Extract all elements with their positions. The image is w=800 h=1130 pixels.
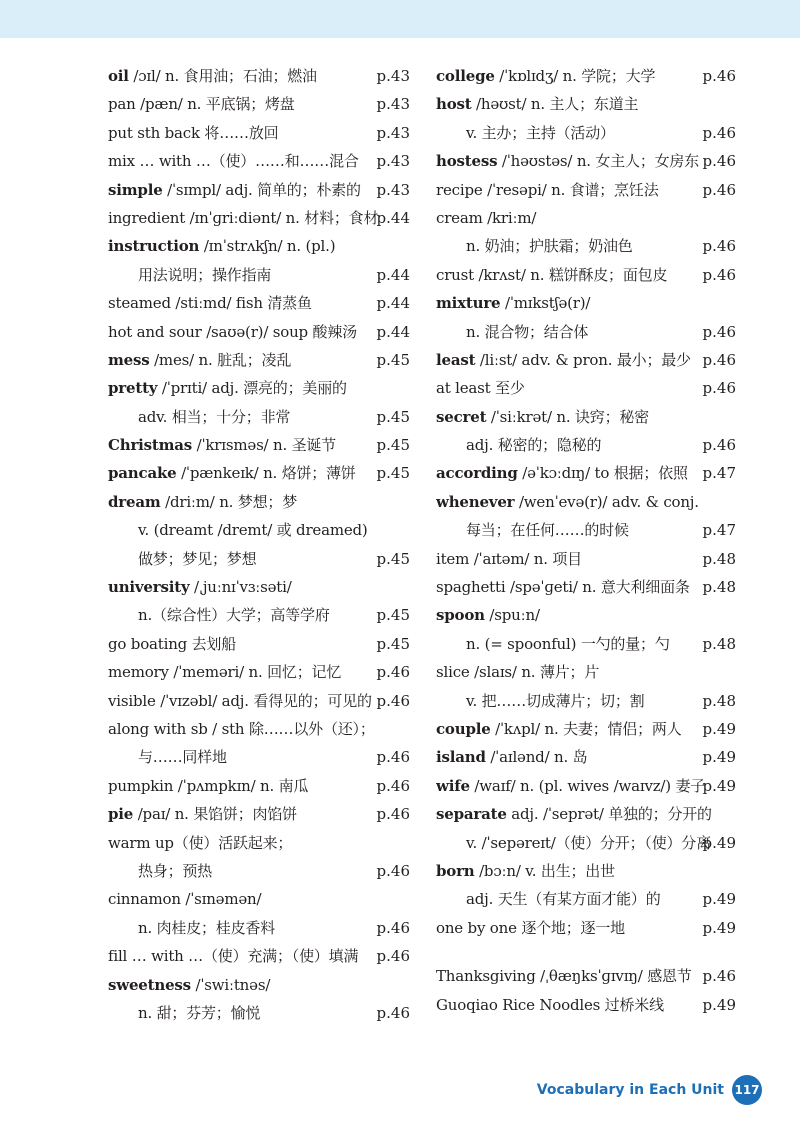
page-reference: p.49 [702,833,736,852]
headword: dream [108,492,161,511]
entry-text [108,459,410,487]
vocab-entry [436,488,736,516]
entry-text [108,346,410,374]
headword: mixture [436,294,501,313]
vocab-entry [436,857,736,885]
vocab-entry [108,772,410,800]
headword: mess [108,350,150,369]
vocab-entry [436,176,736,204]
vocab-entry [436,261,736,289]
page-reference: p.47 [702,464,736,483]
entry-text [436,829,736,857]
vocab-entry [108,232,410,260]
page-reference: p.46 [702,322,736,341]
page-reference: p.48 [702,634,736,653]
headword: spoon [436,606,485,625]
entry-definition: v. /ˈsepəreɪt/（使）分开；（使）分离 [466,833,711,852]
vocab-entry [436,601,736,629]
entry-text [108,431,410,459]
vocab-entry [108,743,410,771]
page-reference: p.49 [702,776,736,795]
vocab-entry [108,999,410,1027]
headword: sweetness [108,975,191,994]
entry-text [108,914,410,942]
entry-text [108,687,410,715]
entry-definition: n. 肉桂皮；桂皮香料 [138,918,275,937]
page-reference: p.46 [376,805,410,824]
entry-definition: /ˈprɪti/ adj. 漂亮的；美丽的 [157,379,347,398]
vocab-entry [108,914,410,942]
entry-text [108,176,410,204]
entry-definition: /spuːn/ [484,606,540,625]
page-reference: p.46 [702,237,736,256]
headword: separate [436,805,507,824]
entry-definition: /ˈkʌpl/ n. 夫妻；情侣；两人 [490,719,682,738]
headword: hostess [436,152,498,171]
vocab-entry [108,488,410,516]
entry-text [436,743,736,771]
headword: island [436,748,486,767]
entry-text [436,62,736,90]
page-reference: p.46 [702,967,736,986]
vocab-entry [436,90,736,118]
entry-text [436,630,736,658]
entry-text [436,232,736,260]
page-reference: p.46 [702,379,736,398]
page-reference: p.46 [376,861,410,880]
vocab-entry [436,374,736,402]
entry-definition: Guoqiao Rice Noodles 过桥米线 [436,995,664,1014]
vocab-entry [436,289,736,317]
entry-definition: /paɪ/ n. 果馅饼；肉馅饼 [133,805,297,824]
headword: university [108,578,190,597]
page-reference: p.44 [376,322,410,341]
page-reference: p.46 [702,152,736,171]
entry-text [108,885,410,913]
vocab-entry [436,743,736,771]
entry-text [436,403,736,431]
entry-definition: n. (= spoonful) 一勺的量；勺 [466,634,670,653]
entry-definition: memory /ˈmeməri/ n. 回忆；记忆 [108,663,342,682]
vocab-entry [108,346,410,374]
entry-definition: 做梦；梦见；梦想 [138,549,257,568]
entry-definition: visible /ˈvɪzəbl/ adj. 看得见的；可见的 [108,691,372,710]
headword: secret [436,407,487,426]
page-reference: p.46 [702,123,736,142]
page-reference: p.46 [702,180,736,199]
page-reference: p.45 [376,634,410,653]
vocab-entry [436,232,736,260]
headword: pie [108,805,134,824]
entry-text [436,573,736,601]
entry-text [108,999,410,1027]
entry-text [108,147,410,175]
page-reference: p.46 [702,265,736,284]
entry-definition: /ˈswiːtnəs/ [190,975,271,994]
entry-definition: adj. 天生（有某方面才能）的 [466,890,661,909]
entry-definition: /ˈhəʊstəs/ n. 女主人；女房东 [497,152,700,171]
page-reference: p.46 [376,691,410,710]
vocab-entry [108,800,410,828]
entry-text [436,431,736,459]
page-reference: p.46 [376,748,410,767]
vocab-entry [436,715,736,743]
entry-definition: cream /kriːm/ [436,208,537,227]
entry-definition: Thanksgiving /ˌθæŋksˈɡɪvɪŋ/ 感恩节 [436,967,692,986]
page-reference: p.44 [376,265,410,284]
entry-definition: item /ˈaɪtəm/ n. 项目 [436,549,582,568]
vocab-entry [436,459,736,487]
entry-text [108,829,410,857]
vocab-entry [436,62,736,90]
page-reference: p.43 [376,67,410,85]
entry-definition: one by one 逐个地；逐一地 [436,918,625,937]
vocab-entry [436,516,736,544]
entry-text [436,962,736,990]
vocabulary-column-right [436,62,736,1019]
vocab-entry [436,772,736,800]
headword: wife [436,776,470,795]
page-reference: p.45 [376,350,410,369]
page-reference: p.44 [376,208,410,227]
top-color-band [0,0,800,38]
entry-text [436,658,736,686]
vocab-entry [108,90,410,118]
vocab-entry [436,431,736,459]
page-reference: p.46 [376,918,410,937]
vocab-entry [108,289,410,317]
entry-definition: slice /slaɪs/ n. 薄片；片 [436,663,600,682]
page-reference: p.46 [376,663,410,682]
entry-text [108,800,410,828]
page-reference: p.43 [376,95,410,114]
vocab-entry [108,261,410,289]
entry-text [108,743,410,771]
entry-definition: /həʊst/ n. 主人；东道主 [471,95,639,114]
entry-definition: /waɪf/ n. (pl. wives /waɪvz/) 妻子 [469,776,706,795]
entry-definition: along with sb / sth 除……以外（还）； [108,719,375,738]
vocab-entry [108,374,410,402]
entry-text [108,204,410,232]
entry-definition: warm up（使）活跃起来； [108,833,293,852]
entry-text [436,488,736,516]
entry-definition: pumpkin /ˈpʌmpkɪn/ n. 南瓜 [108,776,309,795]
entry-text [108,573,410,601]
entry-text [436,885,736,913]
headword: oil [108,67,129,85]
page-reference: p.46 [702,67,736,85]
vocab-entry [436,346,736,374]
entry-text [108,857,410,885]
vocabulary-column-left [108,62,410,1027]
entry-definition: /ɔɪl/ n. 食用油；石油；燃油 [128,67,317,85]
entry-definition: n. 甜；芬芳；愉悦 [138,1003,261,1022]
entry-definition: /bɔːn/ v. 出生；出世 [474,861,615,880]
page-reference: p.49 [702,748,736,767]
entry-text [108,971,410,999]
entry-text [108,374,410,402]
entry-text [108,715,410,743]
entry-definition: recipe /ˈresəpi/ n. 食谱；烹饪法 [436,180,659,199]
page-reference: p.45 [376,436,410,455]
entry-definition: /mes/ n. 脏乱；凌乱 [149,350,292,369]
entry-text [108,289,410,317]
page-reference: p.43 [376,123,410,142]
entry-text [108,658,410,686]
page-reference: p.48 [702,549,736,568]
vocab-entry [436,962,736,990]
entry-text [436,374,736,402]
vocab-entry [436,885,736,913]
page-reference: p.43 [376,152,410,171]
entry-definition: /ˈmɪkstʃə(r)/ [500,294,591,313]
vocab-entry [108,545,410,573]
page-reference: p.45 [376,407,410,426]
entry-text [436,176,736,204]
vocab-entry [108,630,410,658]
vocab-entry [108,431,410,459]
headword: instruction [108,237,200,256]
entry-text [436,346,736,374]
entry-definition: /ˈsɪmpl/ adj. 简单的；朴素的 [162,180,361,199]
vocab-entry [108,942,410,970]
entry-definition: /ˈpænkeɪk/ n. 烙饼；薄饼 [176,464,356,483]
entry-text [436,601,736,629]
vocab-entry [108,119,410,147]
vocab-entry [108,829,410,857]
entry-text [108,516,410,544]
vocab-entry [108,573,410,601]
vocab-entry [436,204,736,232]
entry-text [436,459,736,487]
vocab-entry [108,516,410,544]
entry-spacer [436,942,736,962]
vocab-entry [108,62,410,90]
vocab-entry [108,176,410,204]
entry-text [436,991,736,1019]
vocab-entry [108,715,410,743]
vocab-entry [108,885,410,913]
entry-text [108,772,410,800]
headword: whenever [436,492,515,511]
vocab-entry [436,119,736,147]
page-reference: p.46 [702,436,736,455]
headword: simple [108,180,163,199]
page-reference: p.46 [376,947,410,966]
vocab-entry [436,573,736,601]
headword: host [436,95,472,114]
page-reference: p.45 [376,464,410,483]
entry-definition: /ɪnˈstrʌkʃn/ n. (pl.) [199,237,336,256]
entry-text [436,119,736,147]
headword: born [436,861,475,880]
entry-definition: 用法说明；操作指南 [138,265,272,284]
page-reference: p.49 [702,719,736,738]
entry-text [436,545,736,573]
entry-text [436,687,736,715]
entry-definition: /əˈkɔːdɪŋ/ to 根据；依照 [517,464,688,483]
vocab-entry [108,147,410,175]
entry-definition: hot and sour /saʊə(r)/ soup 酸辣汤 [108,322,357,341]
entry-definition: 与……同样地 [138,748,227,767]
vocab-entry [436,403,736,431]
entry-definition: spaghetti /spəˈɡeti/ n. 意大利细面条 [436,578,690,597]
entry-definition: /ˈsiːkrət/ n. 诀窍；秘密 [486,407,649,426]
page-number-badge: 117 [732,1075,762,1105]
headword: pancake [108,464,177,483]
entry-text [108,545,410,573]
entry-text [436,147,736,175]
vocab-entry [436,147,736,175]
entry-definition: n. 混合物；结合体 [466,322,589,341]
entry-definition: /liːst/ adv. & pron. 最小；最少 [475,350,691,369]
vocab-entry [108,318,410,346]
page-reference: p.48 [702,691,736,710]
entry-text [436,857,736,885]
vocab-entry [436,630,736,658]
vocab-entry [108,687,410,715]
vocab-entry [436,687,736,715]
entry-definition: adj. 秘密的；隐秘的 [466,436,602,455]
entry-definition: fill … with …（使）充满；（使）填满 [108,947,359,966]
entry-definition: /ˈkrɪsməs/ n. 圣诞节 [192,436,336,455]
entry-definition: ingredient /ɪnˈɡriːdiənt/ n. 材料；食材 [108,208,379,227]
entry-text [108,62,410,90]
vocab-entry [108,459,410,487]
entry-definition: v. 主办；主持（活动） [466,123,615,142]
headword: pretty [108,379,158,398]
headword: couple [436,719,491,738]
vocab-entry [436,658,736,686]
page-reference: p.43 [376,180,410,199]
entry-definition: at least 至少 [436,379,525,398]
page-reference: p.45 [376,549,410,568]
entry-text [108,942,410,970]
entry-text [108,119,410,147]
headword: college [436,67,495,85]
entry-definition: go boating 去划船 [108,634,237,653]
entry-text [108,318,410,346]
page-reference: p.48 [702,578,736,597]
entry-text [108,90,410,118]
vocab-entry [436,545,736,573]
entry-text [436,516,736,544]
page-footer [537,1075,762,1105]
entry-definition: v. (dreamt /dremt/ 或 dreamed) [138,521,368,540]
entry-definition: 每当；在任何……的时候 [466,521,629,540]
entry-definition: adj. /ˈseprət/ 单独的；分开的 [506,805,712,824]
vocab-entry [436,800,736,828]
entry-definition: v. 把……切成薄片；切；割 [466,691,645,710]
footer-title: Vocabulary in Each Unit [536,1082,724,1098]
headword: Christmas [108,436,193,455]
vocab-entry [108,601,410,629]
entry-text [108,232,410,260]
page-reference: p.49 [702,995,736,1014]
entry-text [436,318,736,346]
page-reference: p.45 [376,606,410,625]
entry-definition: /ˈkɒlɪdʒ/ n. 学院；大学 [494,67,656,85]
entry-definition: /ˈaɪlənd/ n. 岛 [485,748,588,767]
entry-text [436,800,736,828]
page-reference: p.46 [376,776,410,795]
entry-text [108,630,410,658]
vocab-entry [436,991,736,1019]
entry-text [436,772,736,800]
page-reference: p.47 [702,521,736,540]
headword: least [436,350,476,369]
entry-definition: n.（综合性）大学；高等学府 [138,606,330,625]
entry-definition: /ˌjuːnɪˈvɜːsəti/ [189,578,292,597]
entry-definition: pan /pæn/ n. 平底锅；烤盘 [108,95,295,114]
entry-text [436,715,736,743]
entry-definition: /driːm/ n. 梦想；梦 [160,492,298,511]
vocab-entry [108,857,410,885]
entry-definition: n. 奶油；护肤霜；奶油色 [466,237,633,256]
entry-definition: 热身；预热 [138,861,213,880]
entry-text [108,601,410,629]
entry-text [436,289,736,317]
entry-definition: adv. 相当；十分；非常 [138,407,291,426]
entry-definition: cinnamon /ˈsɪnəmən/ [108,890,262,909]
entry-text [436,261,736,289]
vocab-entry [436,318,736,346]
entry-text [436,914,736,942]
entry-definition: /wenˈevə(r)/ adv. & conj. [514,492,699,511]
entry-definition: put sth back 将……放回 [108,123,279,142]
page-reference: p.49 [702,918,736,937]
entry-text [436,90,736,118]
vocab-entry [436,914,736,942]
entry-definition: steamed /stiːmd/ fish 清蒸鱼 [108,294,312,313]
vocab-entry [108,403,410,431]
page-reference: p.46 [376,1003,410,1022]
page-reference: p.44 [376,294,410,313]
vocab-entry [108,971,410,999]
entry-text [436,204,736,232]
entry-definition: crust /krʌst/ n. 糕饼酥皮；面包皮 [436,265,668,284]
entry-text [108,403,410,431]
page-reference: p.49 [702,890,736,909]
entry-text [108,488,410,516]
headword: according [436,464,518,483]
page-reference: p.46 [702,350,736,369]
vocab-entry [108,658,410,686]
vocab-entry [436,829,736,857]
entry-definition: mix … with …（使）……和……混合 [108,152,359,171]
entry-text [108,261,410,289]
vocab-entry [108,204,410,232]
